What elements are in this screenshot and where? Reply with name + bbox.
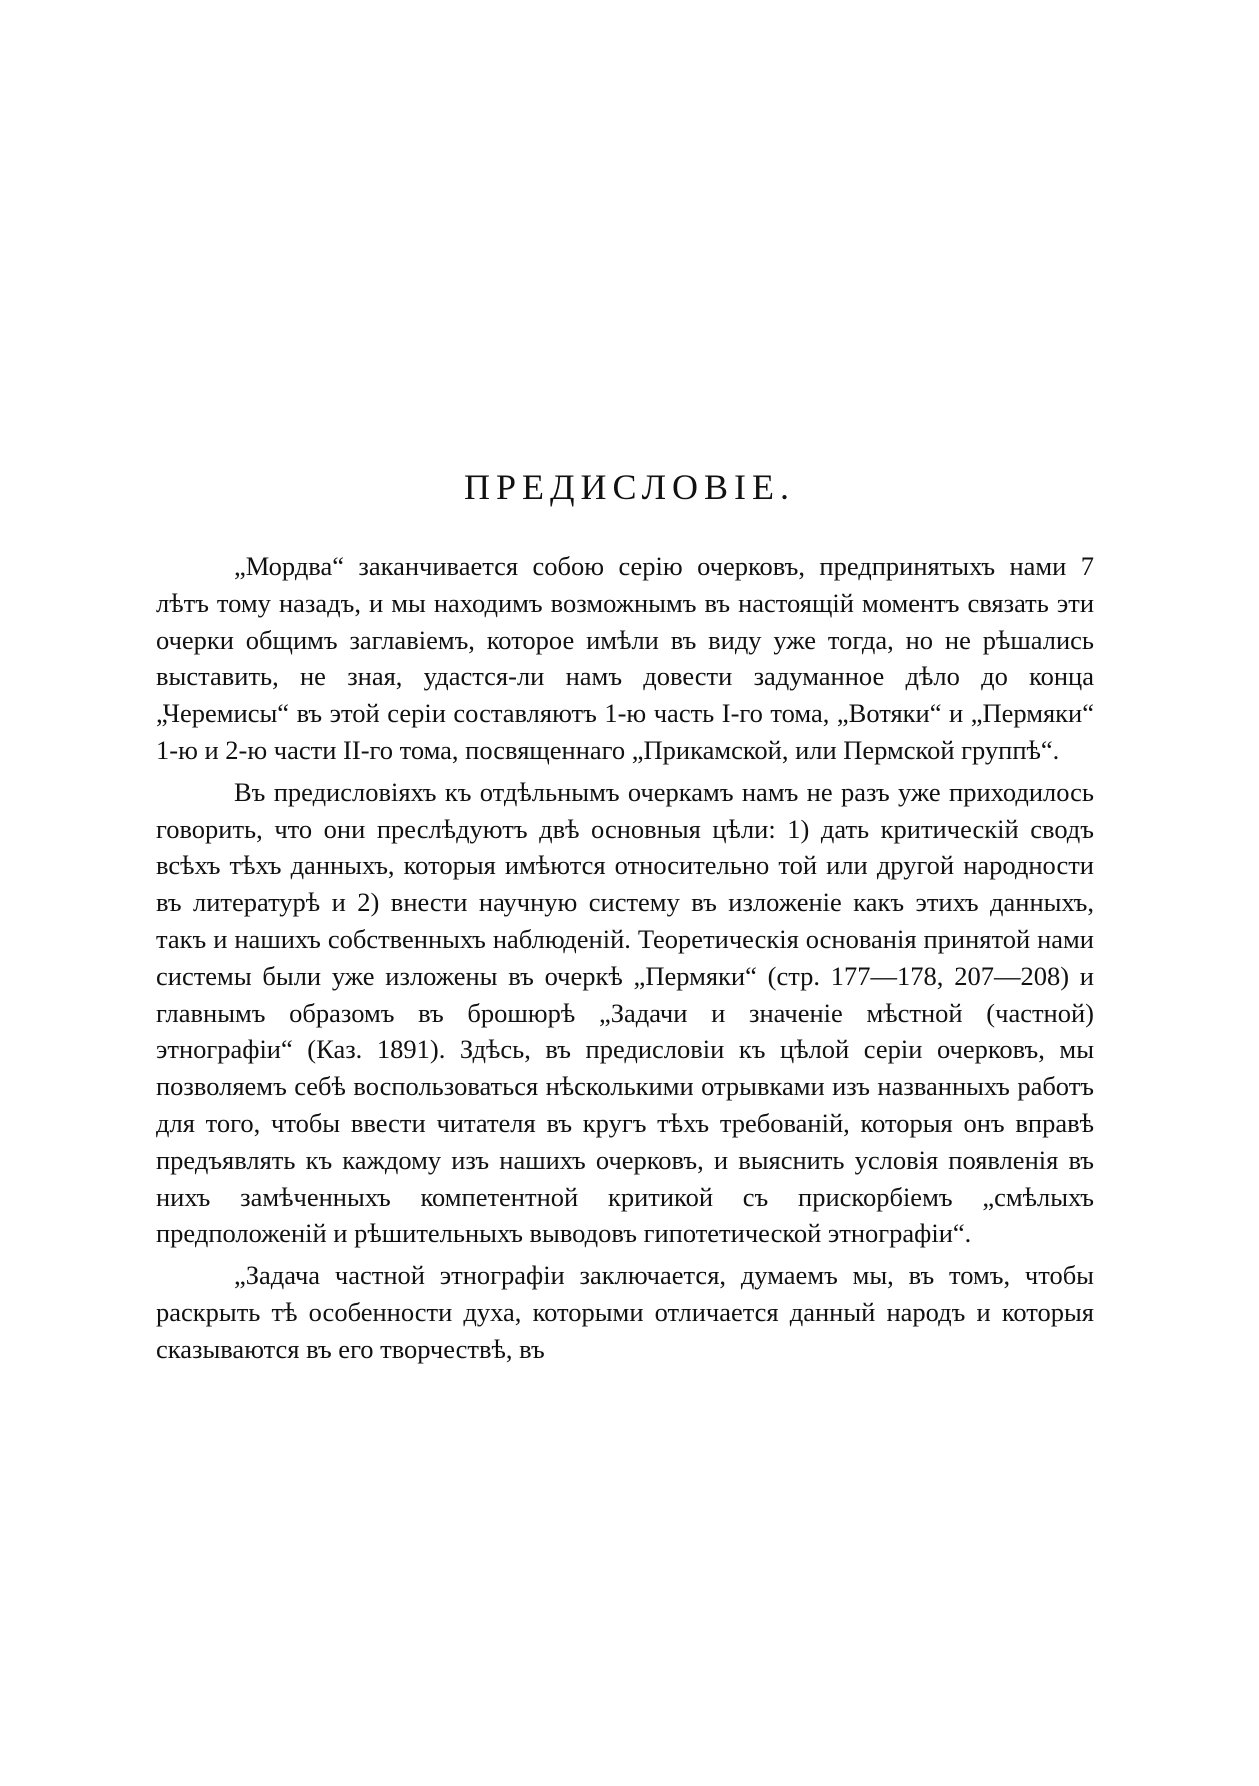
paragraph-2: Въ предисловіяхъ къ отдѣльнымъ очеркамъ намъ не разъ уже приходилось говорить, что они преслѣдуютъ двѣ основныя цѣли: 1) дать критическій сводъ всѣхъ тѣхъ данныхъ, которыя имѣются относительно той или другой народности въ литературѣ и 2) внести научную систему въ изложеніе какъ этихъ данныхъ, такъ и нашихъ собственныхъ наблюденій. Теоретическія основанія принятой нами системы были уже изложены въ очеркѣ „Пермяки“ (стр. 177—178, 207—208) и главнымъ образомъ въ брошюрѣ „Задачи и значеніе мѣстной (частной) этнографіи“ (Каз. 1891). Здѣсь, въ предисловіи къ цѣлой серіи очерковъ, мы позволяемъ себѣ воспользоваться нѣсколькими отрывками изъ названныхъ работъ для того, чтобы ввести читателя въ кругъ тѣхъ требованій, которыя онъ вправѣ предъявлять къ каждому изъ нашихъ очерковъ, и выяснить условія появленія въ нихъ замѣченныхъ компетентной критикой съ прискорбіемъ „смѣлыхъ предположеній и рѣшительныхъ выводовъ гипотетической этнографіи“. xyxy=(156,776,1094,1249)
paragraph-1: „Мордва“ заканчивается собою серію очерковъ, предпринятыхъ нами 7 лѣтъ тому назадъ, и мы находимъ возможнымъ въ настоящій моментъ связать эти очерки общимъ заглавіемъ, которое имѣли въ виду уже тогда, но не рѣшались выставить, не зная, удастся-ли намъ довести задуманное дѣло до конца „Черемисы“ въ этой серіи составляютъ 1-ю часть I-го тома, „Вотяки“ и „Пермяки“ 1-ю и 2-ю части II-го тома, посвященнаго „Прикамской, или Пермской группѣ“. xyxy=(156,551,1094,765)
body-text xyxy=(156,548,1094,1368)
page-title: ПРЕДИСЛОВІЕ. xyxy=(463,467,796,507)
paragraph-3: „Задача частной этнографіи заключается, думаемъ мы, въ томъ, чтобы раскрыть тѣ особенности духа, которыми отличается данный народъ и которыя сказываются въ его творчествѣ, въ xyxy=(156,1260,1094,1364)
